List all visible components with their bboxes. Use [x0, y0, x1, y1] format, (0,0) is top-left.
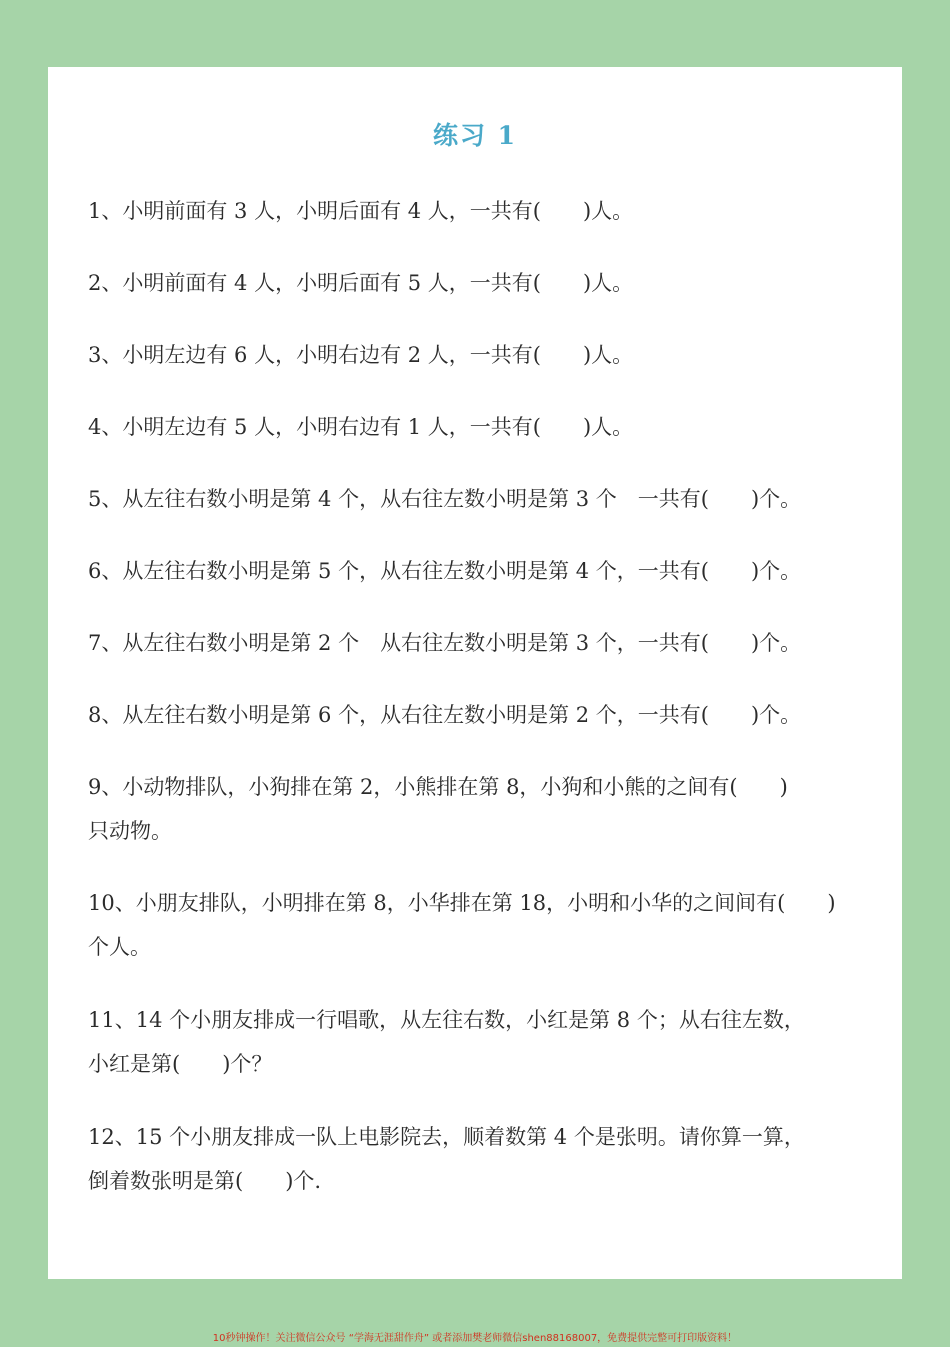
question-10 — [88, 881, 878, 969]
question-line: 10、小朋友排队，小明排在第 8，小华排在第 18，小明和小华的之间间有( ) — [88, 891, 836, 915]
question-12 — [88, 1115, 878, 1203]
question-line: 只动物。 — [88, 819, 172, 843]
question-5 — [88, 477, 878, 521]
question-line: 1、小明前面有 3 人，小明后面有 4 人，一共有( )人。 — [88, 199, 634, 223]
question-9 — [88, 765, 878, 853]
question-4 — [88, 405, 878, 449]
question-line: 8、从左往右数小明是第 6 个，从右往左数小明是第 2 个，一共有( )个。 — [88, 703, 802, 727]
question-7 — [88, 621, 878, 665]
question-line: 6、从左往右数小明是第 5 个，从右往左数小明是第 4 个，一共有( )个。 — [88, 559, 802, 583]
question-8 — [88, 693, 878, 737]
question-1 — [88, 189, 878, 233]
question-line: 2、小明前面有 4 人，小明后面有 5 人，一共有( )人。 — [88, 271, 634, 295]
question-6 — [88, 549, 878, 593]
worksheet-title: 练习 1 — [432, 121, 518, 150]
worksheet-sheet — [48, 67, 902, 1279]
footer-note: 10秒钟操作！关注微信公众号 “学海无涯甜作舟” 或者添加樊老师微信shen88168007，免费提供完整可打印版资料！ — [212, 1333, 738, 1344]
question-line: 9、小动物排队，小狗排在第 2，小熊排在第 8，小狗和小熊的之间有( ) — [88, 775, 788, 799]
question-line: 倒着数张明是第( )个. — [88, 1169, 322, 1193]
question-line: 7、从左往右数小明是第 2 个 从右往左数小明是第 3 个，一共有( )个。 — [88, 631, 802, 655]
question-line: 5、从左往右数小明是第 4 个，从右往左数小明是第 3 个 一共有( )个。 — [88, 487, 802, 511]
question-3 — [88, 333, 878, 377]
question-line: 小红是第( )个？ — [88, 1052, 273, 1076]
question-line: 11、14 个小朋友排成一行唱歌，从左往右数，小红是第 8 个；从右往左数， — [88, 1008, 805, 1032]
question-line: 3、小明左边有 6 人，小明右边有 2 人，一共有( )人。 — [88, 343, 634, 367]
question-line: 4、小明左边有 5 人，小明右边有 1 人，一共有( )人。 — [88, 415, 634, 439]
question-2 — [88, 261, 878, 305]
question-11 — [88, 998, 878, 1086]
question-line: 12、15 个小朋友排成一队上电影院去，顺着数第 4 个是张明。请你算一算， — [88, 1125, 805, 1149]
question-line: 个人。 — [88, 935, 151, 959]
